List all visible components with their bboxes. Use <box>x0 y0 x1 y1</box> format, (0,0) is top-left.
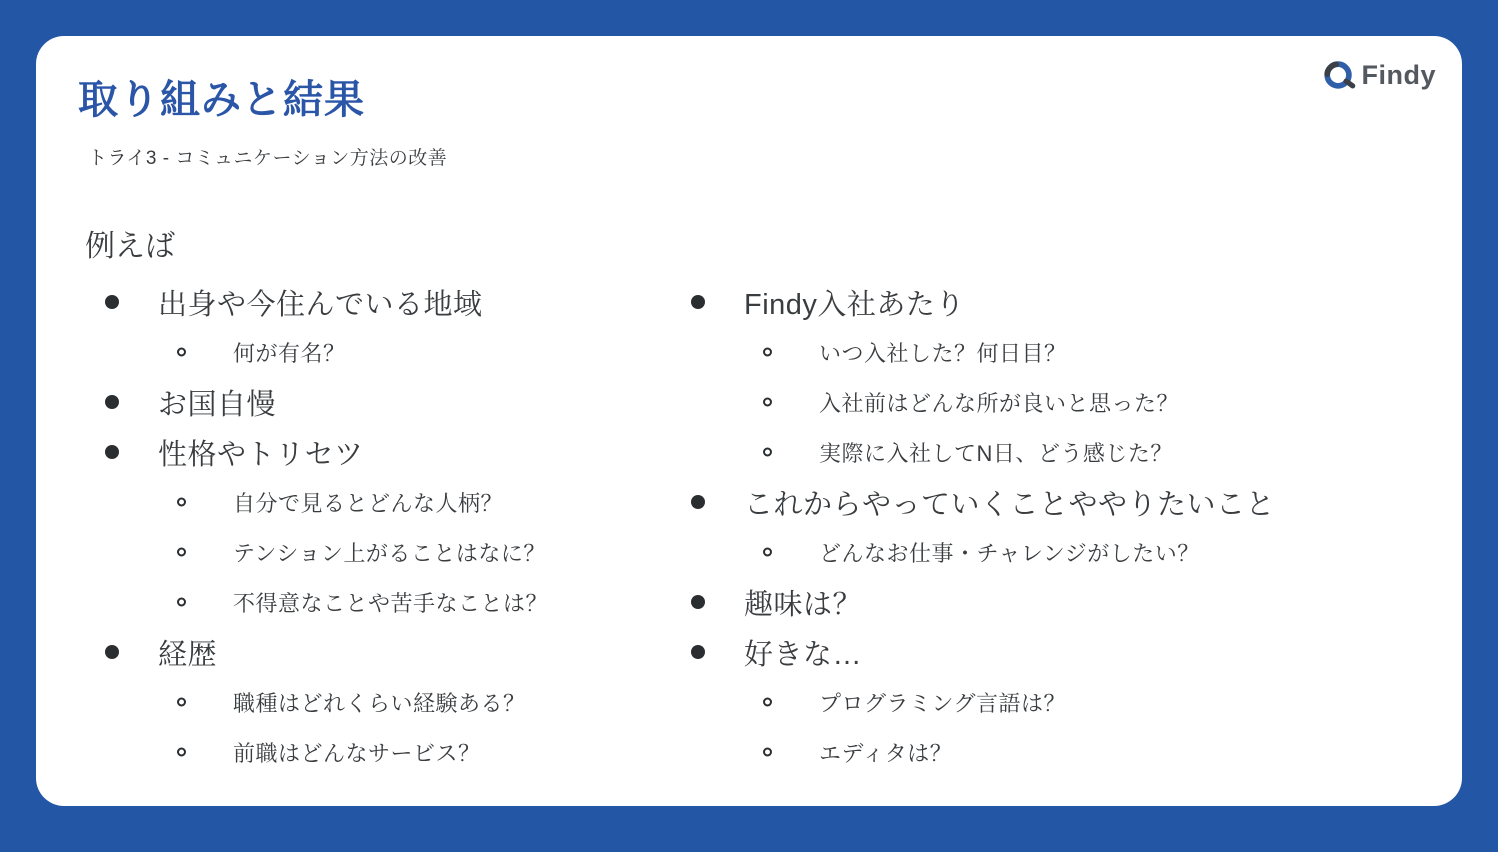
bullet-item <box>105 627 685 677</box>
sub-bullet-item-label: 何が有名？ <box>233 340 346 366</box>
bullet-circle-icon <box>763 548 772 557</box>
sub-bullet-item <box>105 677 685 727</box>
bullet-column-left <box>105 277 685 777</box>
bullet-dot-icon <box>691 645 705 659</box>
findy-q-mark-icon <box>1322 58 1356 92</box>
sub-bullet-item-label: 職種はどれくらい経験ある？ <box>233 690 526 716</box>
sub-bullet-item <box>105 527 685 577</box>
bullet-circle-icon <box>763 698 772 707</box>
sub-bullet-item-label: どんなお仕事・チャレンジがしたい？ <box>819 540 1200 566</box>
bullet-item-label: これからやっていくことややりたいこと <box>744 488 1276 521</box>
findy-logo <box>1322 58 1437 92</box>
bullet-dot-icon <box>105 645 119 659</box>
bullet-item-label: 好きな… <box>744 638 863 671</box>
sub-bullet-item <box>691 427 1431 477</box>
bullet-circle-icon <box>763 348 772 357</box>
bullet-dot-icon <box>105 395 119 409</box>
sub-bullet-item-label: 前職はどんなサービス？ <box>233 740 481 766</box>
bullet-item-label: 性格やトリセツ <box>158 438 364 471</box>
bullet-item-label: お国自慢 <box>158 388 277 421</box>
bullet-item-label: 経歴 <box>158 638 218 671</box>
bullet-circle-icon <box>763 398 772 407</box>
sub-bullet-item-label: プログラミング言語は？ <box>819 690 1067 716</box>
findy-logo-text: Findy <box>1361 59 1436 90</box>
bullet-column-right <box>691 277 1431 777</box>
bullet-dot-icon <box>105 295 119 309</box>
sub-bullet-item <box>691 727 1431 777</box>
bullet-item <box>105 377 685 427</box>
sub-bullet-item <box>105 327 685 377</box>
lead-text: 例えば <box>85 230 175 263</box>
sub-bullet-item <box>691 327 1431 377</box>
bullet-item <box>105 427 685 477</box>
bullet-circle-icon <box>763 448 772 457</box>
bullet-circle-icon <box>177 748 186 757</box>
sub-bullet-item-label: 不得意なことや苦手なことは？ <box>233 590 549 616</box>
sub-bullet-item-label: 自分で見るとどんな人柄？ <box>233 490 504 516</box>
sub-bullet-item <box>691 527 1431 577</box>
bullet-circle-icon <box>177 598 186 607</box>
sub-bullet-item-label: テンション上がることはなに？ <box>233 540 546 566</box>
sub-bullet-item <box>691 377 1431 427</box>
bullet-circle-icon <box>177 498 186 507</box>
slide-subtitle: トライ3 - コミュニケーション方法の改善 <box>88 148 448 169</box>
bullet-item-label: Findy入社あたり <box>744 288 965 321</box>
sub-bullet-item-label: いつ入社した？何日目？ <box>819 340 1067 366</box>
bullet-item <box>105 277 685 327</box>
bullet-dot-icon <box>105 445 119 459</box>
slide-card <box>36 36 1462 806</box>
bullet-circle-icon <box>177 348 186 357</box>
bullet-item-label: 趣味は？ <box>744 588 863 621</box>
bullet-item <box>691 577 1431 627</box>
bullet-dot-icon <box>691 495 705 509</box>
sub-bullet-item <box>105 577 685 627</box>
sub-bullet-item-label: エディタは？ <box>819 740 953 766</box>
sub-bullet-item-label: 実際に入社してN日、どう感じた？ <box>819 440 1173 466</box>
sub-bullet-item <box>105 727 685 777</box>
bullet-circle-icon <box>763 748 772 757</box>
bullet-item <box>691 277 1431 327</box>
sub-bullet-item <box>105 477 685 527</box>
sub-bullet-item <box>691 677 1431 727</box>
bullet-circle-icon <box>177 548 186 557</box>
bullet-circle-icon <box>177 698 186 707</box>
bullet-item-label: 出身や今住んでいる地域 <box>158 288 483 321</box>
bullet-item <box>691 477 1431 527</box>
page-title: 取り組みと結果 <box>78 78 365 122</box>
bullet-dot-icon <box>691 295 705 309</box>
sub-bullet-item-label: 入社前はどんな所が良いと思った？ <box>819 390 1180 416</box>
bullet-item <box>691 627 1431 677</box>
bullet-dot-icon <box>691 595 705 609</box>
